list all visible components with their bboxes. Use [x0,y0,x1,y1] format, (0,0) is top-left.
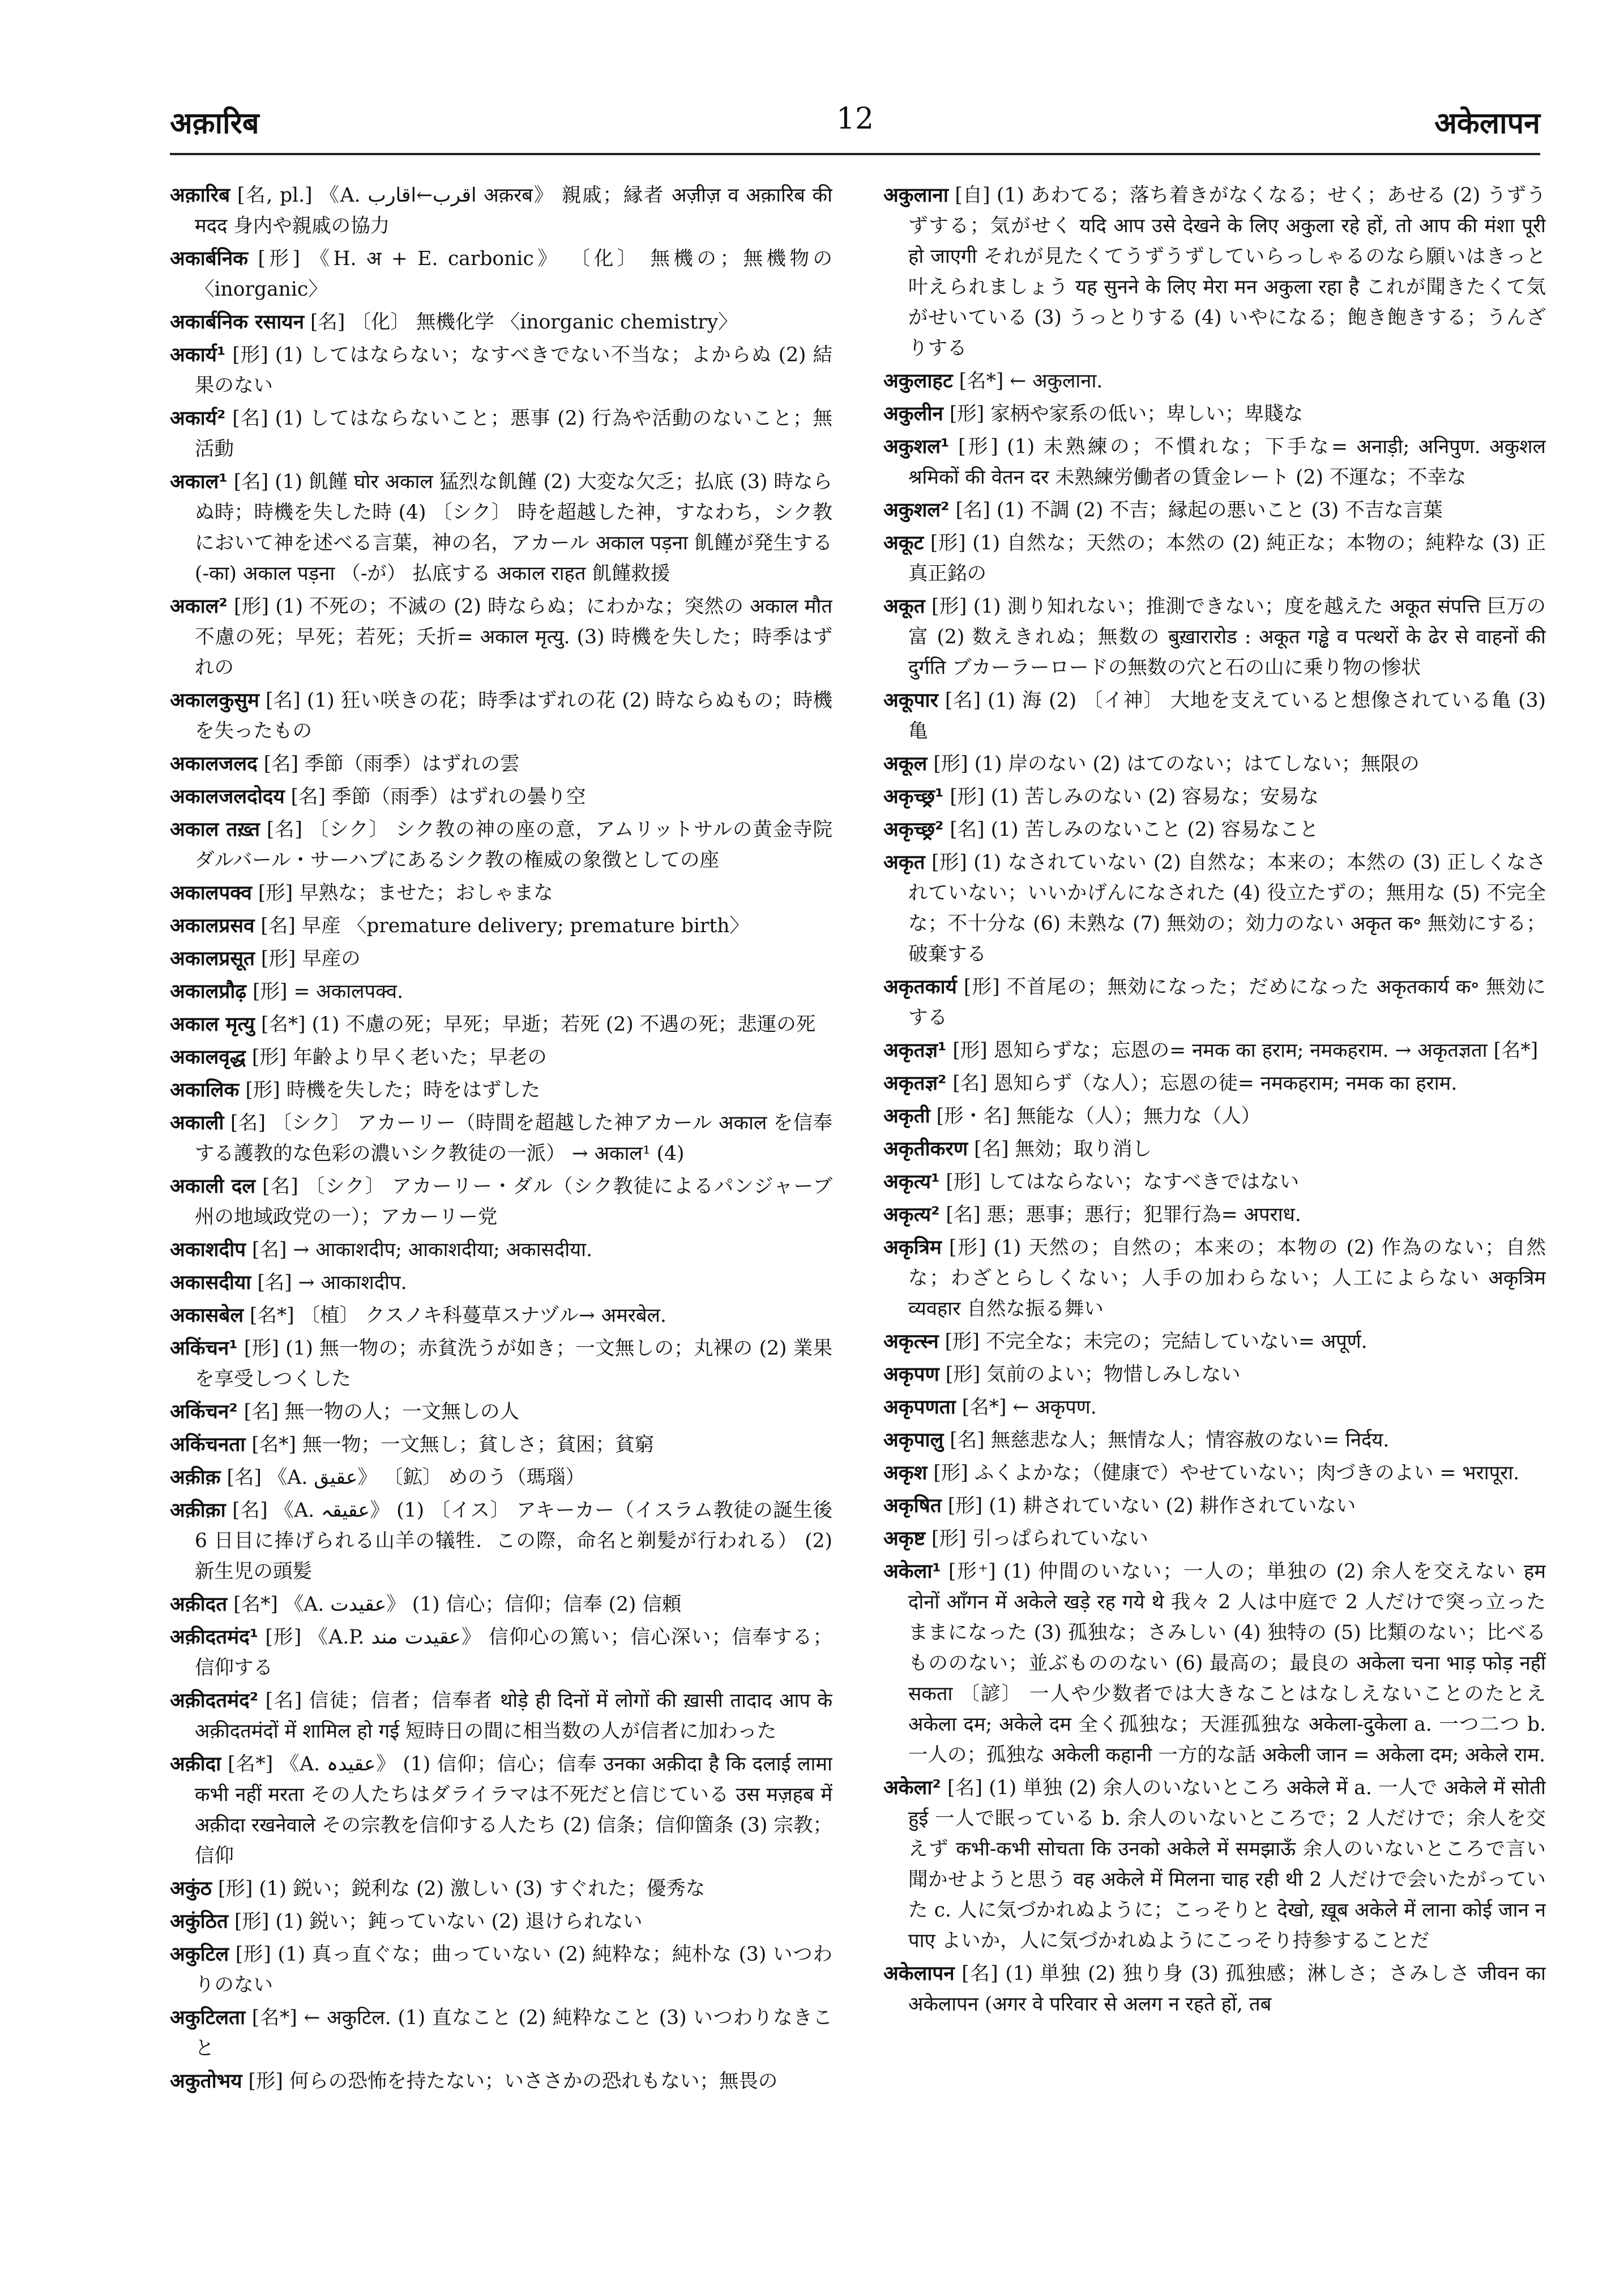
entry-headword: अकुंठ [170,1877,212,1900]
dictionary-entry [883,972,1546,1033]
entry-headword: अकाल¹ [170,471,228,493]
entry-definition: [形] 年齢より早く老いた；早老の [251,1046,547,1069]
entry-headword: अकृत्रिम [883,1236,942,1259]
dictionary-entry [170,814,832,876]
entry-definition: [名*] ← अकुटिल. (1) 直なこと (2) 純粋なこと (3) いつわりなきこと [195,2007,832,2060]
dictionary-entry [883,528,1546,589]
entry-headword: अक़ीदा [170,1753,221,1775]
dictionary-entry [170,591,832,683]
entry-definition: [形] (1) 未熟練の；不慣れな；下手な= अनाड़ी; अनिपुण. अकुशल श्रमिकों की वेतन दर 未熟練労働者の賃金レート (2) 不運な；不幸な [908,436,1546,489]
entry-headword: अकृतकार्य [883,976,957,998]
dictionary-entry [883,432,1546,493]
entry-headword: अक़ीक़ा [170,1499,226,1522]
entry-definition: [名] 〔化〕 無機化学 〈inorganic chemistry〉 [310,311,738,334]
entry-headword: अकृत्स्न [883,1330,939,1353]
entry-headword: अकृतज्ञ² [883,1072,947,1095]
entry-definition: [形] (1) なされていない (2) 自然な；本来の；本然の (3) 正しくなされていない；いいかげんになされた (4) 役立たずの；無用な (5) 不完全な；不十分な (6) 未熟な (7) 無効の；効力のない अकृत क॰ 無効にする；破棄する [908,851,1546,966]
entry-headword: अकार्बनिक रसायन [170,311,304,334]
dictionary-entry [170,976,832,1007]
entry-definition: [形] (1) 測り知れない；推測できない；度を越えた अकूत संपत्ति 巨万の富 (2) 数えきれぬ；無数の बुख़ारारोड : अकूत गड्ढे व पत्थरों के ढेर से वाहनों की दुर्गति ブカーラーロードの無数の穴と石の山に乗り物の惨状 [908,595,1546,679]
entry-definition: [名] 〔シク〕 シク教の神の座の意，アムリットサルの黄金寺院ダルバール・サーハブにあるシク教の権威の象徴としての座 [195,818,832,872]
entry-headword: अकालवृद्ध [170,1046,246,1069]
entry-headword: अकृतीकरण [883,1138,968,1160]
entry-headword: अकेला² [883,1777,941,1799]
entry-headword: अकूत [883,595,925,618]
entry-definition: [形] (1) 無一物の；赤貧洗うが如き；一文無しの；丸裸の (2) 業果を享受しつくした [195,1337,832,1390]
dictionary-entry [883,685,1546,746]
entry-headword: अकृच्छ्र¹ [883,786,944,808]
entry-headword: अकालपक्व [170,882,252,904]
dictionary-entry [170,1397,832,1427]
entry-headword: अकुशल¹ [883,436,950,458]
dictionary-entry [883,1392,1546,1423]
entry-headword: अक़ीदतमंद¹ [170,1626,259,1649]
dictionary-entry [883,1134,1546,1164]
entry-definition: [名] 《A. عقیق》 〔鉱〕 めのう（瑪瑙） [226,1466,585,1489]
dictionary-entry [170,2003,832,2064]
entry-headword: अकेलापन [883,1962,955,1985]
dictionary-entry [170,1235,832,1265]
dictionary-entry [170,878,832,908]
entry-headword: अकृच्छ्र² [883,818,944,841]
entry-headword: अकेला¹ [883,1560,941,1583]
dictionary-entry [170,1589,832,1620]
page-header [170,102,1540,147]
dictionary-entry [883,1523,1546,1554]
dictionary-entry [883,1200,1546,1230]
entry-headword: अकुलीन [883,403,943,425]
dictionary-entry [170,467,832,589]
entry-headword: अकुंठित [170,1910,228,1933]
dictionary-entry [883,1425,1546,1456]
dictionary-entry [883,399,1546,429]
entry-definition: [名] 季節（雨季）はずれの雲 [263,753,520,775]
entry-definition: [形] (1) 不死の；不滅の (2) 時ならぬ；にわかな；突然の अकाल मौत 不慮の死；早死；若死；夭折= अकाल मृत्यु. (3) 時機を失した；時季はずれの [195,595,832,679]
entry-definition: [名] 信徒；信者；信奉者 थोड़े ही दिनों में लोगों की ख़ासी तादाद आप के अक़ीदतमंदों में शामिल हो गई 短時日の間に相当数の人が信者に加わった [195,1689,832,1743]
entry-headword: अकृपण [883,1363,939,1386]
dictionary-entry [170,1108,832,1169]
entry-definition: [名] 季節（雨季）はずれの曇り空 [290,786,586,808]
dictionary-entry [883,1491,1546,1521]
entry-headword: अकाली [170,1112,224,1134]
dictionary-entry [170,782,832,812]
entry-headword: अकाली दल [170,1175,256,1198]
entry-definition: [名] (1) 狂い咲きの花；時季はずれの花 (2) 時ならぬもの；時機を失ったもの [195,689,832,742]
left-column [170,180,832,2247]
entry-headword: अकुतोभय [170,2070,242,2093]
dictionary-entry [883,1359,1546,1390]
dictionary-entry [170,1429,832,1460]
entry-definition: [形] 不完全な；未完の；完結していない= अपूर्ण. [945,1330,1367,1353]
header-last-word: अकेलापन [1434,106,1540,140]
dictionary-entry [883,1035,1546,1066]
dictionary-entry [883,591,1546,683]
entry-definition: [形] (1) してはならない；なすべきでない不当な；よからぬ (2) 結果のない [195,344,832,397]
dictionary-entry [883,180,1546,364]
entry-definition: [名] (1) 単独 (2) 余人のいないところ अकेले में a. 一人で अकेले में सोती हुई 一人で眠っている b. 余人のいないところで；2 人だけで；余人を交えず कभी-कभी सोचता कि उनको अकेले में समझाऊँ 余人のいないところで言い聞かせようと思う वह अकेले में मिलना चाह रही थी 2 人だけで会いたがっていた c. 人に気づかれぬように；こっそりと देखो, ख़ूब अकेले में लाना कोई जान न पाए よいか，人に気づかれぬようにこっそり持参することだ [908,1777,1546,1952]
dictionary-entry [170,2066,832,2097]
dictionary-entry [883,1326,1546,1357]
dictionary-entry [170,180,832,241]
entry-headword: अकूट [883,532,924,554]
entry-definition: [名] (1) 単独 (2) 独り身 (3) 孤独感；淋しさ；さみしさ जीवन का अकेलापन (अगर वे परिवार से अलग न रहते हों, तब [908,1962,1546,2016]
entry-definition: [形] (1) 岸のない (2) はてのない；はてしない；無限の [933,753,1420,775]
entry-headword: अकालप्रौढ़ [170,980,247,1003]
entry-definition: [形] 家柄や家系の低い；卑しい；卑賤な [949,403,1304,425]
right-column [883,180,1546,2247]
entry-headword: अकासबेल [170,1304,244,1327]
entry-headword: अकासदीया [170,1271,251,1294]
dictionary-entry [883,1773,1546,1956]
entry-definition: [形] 不首尾の；無効になった；だめになった अकृतकार्य क॰ 無効にする [908,976,1546,1029]
dictionary-entry [883,366,1546,396]
dictionary-entry [170,1749,832,1871]
entry-headword: अकिंचन² [170,1401,238,1423]
entry-headword: अकृपणता [883,1396,956,1419]
header-rule [170,153,1540,155]
dictionary-entry [170,685,832,746]
dictionary-entry [883,847,1546,970]
entry-headword: अकृती [883,1105,930,1128]
dictionary-entry [883,1458,1546,1488]
entry-headword: अकालप्रसूत [170,947,255,970]
entry-headword: अकालकुसुम [170,689,259,712]
dictionary-entry [883,1167,1546,1197]
dictionary-entry [170,911,832,941]
entry-headword: अकुशल² [883,499,950,522]
entry-headword: अकाशदीप [170,1239,246,1261]
entry-definition: [名*] ← अकुलाना. [959,370,1103,392]
dictionary-entry [883,1232,1546,1324]
dictionary-entry [883,814,1546,845]
dictionary-entry [170,403,832,464]
entry-definition: [形] 早熟な；ませた；おしゃまな [258,882,553,904]
entry-definition: [名] 悪；悪事；悪行；犯罪行為= अपराध. [946,1203,1301,1226]
entry-definition: [名] 《A. عقیقہ》 (1) 〔イス〕 アキーカー（イスラム教徒の誕生後 6 日目に捧げられる山羊の犠牲．この際，命名と剃髪が行われる） (2) 新生児の頭髪 [195,1499,832,1583]
dictionary-entry [170,1009,832,1040]
dictionary-entry [170,340,832,401]
dictionary-entry [883,1101,1546,1132]
entry-headword: अकूल [883,753,928,775]
dictionary-entry [170,1906,832,1937]
entry-definition: [名] 〔シク〕 アカーリー・ダル（シク教徒によるパンジャーブ州の地域政党の一）；アカーリー党 [195,1175,832,1228]
entry-definition: [形] 早産の [260,947,361,970]
dictionary-entry [170,1873,832,1904]
entry-definition: [形] (1) 自然な；天然の；本然の (2) 純正な；本物の；純粋な (3) 正真正銘の [908,532,1546,585]
entry-headword: अकुटिल [170,1943,229,1966]
dictionary-entry [170,244,832,305]
entry-headword: अक़ीदत [170,1593,228,1616]
entry-definition: [形] = अकालपक्व. [253,980,404,1003]
entry-headword: अकाल² [170,595,228,618]
entry-headword: अकार्य² [170,407,226,430]
entry-definition: [形⁺] (1) 仲間のいない；一人の；単独の (2) 余人を交えない हम दोनों आँगन में अकेले खड़े रह गये थे 我々 2 人は中庭で 2 人だけで突っ立ったままになった (3) 孤独な；さみしい (4) 独特の (5) 比類のない；比べるもののない；並ぶもののない (6) 最高の；最良の अकेला चना भाड़ फोड़ नहीं सकता 〔諺〕 一人や少数者では大きなことはなしえないことのたとえ अकेला दम; अकेले दम 全く孤独な；天涯孤独な अकेला-दुकेला a. 一つ二つ b. 一人の；孤独な अकेली कहानी 一方的な話 अकेली जान = अकेला दम; अकेले राम. [908,1560,1546,1766]
entry-definition: [名] (1) してはならないこと；悪事 (2) 行為や活動のないこと；無活動 [195,407,832,460]
dictionary-entry [170,307,832,338]
entry-headword: अकुलाना [883,184,948,207]
entry-definition: [名] 恩知らず（な人）；忘恩の徒= नमकहराम; नमक का हराम. [952,1072,1458,1095]
entry-headword: अकालिक [170,1079,240,1102]
entry-definition: [名] → आकाशदीप. [257,1271,407,1294]
entry-definition: [名] (1) 飢饉 घोर अकाल 猛烈な飢饉 (2) 大変な欠乏；払底 (3) 時ならぬ時；時機を失した時 (4) 〔シク〕 時を超越した神，すなわち，シク教において神を述べる言葉，神の名，アカール अकाल पड़ना 飢饉が発生する (-का) अकाल पड़ना （-が） 払底する अकाल राहत 飢饉救援 [195,471,832,585]
entry-headword: अकूपार [883,689,938,712]
entry-headword: अकृपालु [883,1429,944,1452]
entry-definition: [名] → आकाशदीप; आकाशदीया; अकासदीया. [251,1239,593,1261]
dictionary-entry [883,1068,1546,1099]
entry-definition: [名*] 〔植〕 クスノキ科蔓草スナヅル→ अमरबेल. [250,1304,666,1327]
entry-definition: [名*] 《A. عقیدہ》 (1) 信仰；信心；信奉 उनका अक़ीदा है कि दलाई लामा कभी नहीं मरता その人たちはダライラマは不死だと信じている उस मज़हब में अक़ीदा रखनेवाले その宗教を信仰する人たち (2) 信条；信仰箇条 (3) 宗教；信仰 [195,1753,832,1867]
entry-headword: अकृत्य¹ [883,1171,940,1193]
page-number: 12 [836,102,874,136]
dictionary-entry [170,1685,832,1747]
entry-headword: अकालजलद [170,753,258,775]
entry-headword: अकिंचन¹ [170,1337,238,1360]
entry-headword: अक़ीक़ [170,1466,221,1489]
entry-headword: अकालजलदोदय [170,786,285,808]
entry-definition: [名*] 《A. عقیدت》 (1) 信心；信仰；信奉 (2) 信頼 [233,1593,682,1616]
dictionary-entry [883,782,1546,812]
entry-definition: [形・名] 無能な（人）；無力な（人） [936,1105,1261,1128]
entry-definition: [自] (1) あわてる；落ち着きがなくなる；せく；あせる (2) うずうずする；気がせく यदि आप उसे देखने के लिए अकुला रहे हों, तो आप की मंशा पूरी हो जाएगी それが見たくてうずうずしていらっしゃるのなら願いはきっと叶えられましょう यह सुनने के लिए मेरा मन अकुला रहा है これが聞きたくて気がせいている (3) うっとりする (4) いやになる；飽き飽きする；うんざりする [908,184,1546,360]
dictionary-entry [170,1267,832,1298]
entry-headword: अक़ारिब [170,184,230,207]
entry-definition: [名] 無効；取り消し [974,1138,1152,1160]
entry-headword: अकृश [883,1462,928,1484]
entry-definition: [形] (1) 真っ直ぐな；曲っていない (2) 純粋な；純朴な (3) いつわりのない [195,1943,832,1996]
header-first-word: अक़ारिब [170,106,259,140]
entry-definition: [形] (1) 天然の；自然の；本来の；本物の (2) 作為のない；自然な；わざとらしくない；人手の加わらない；人工によらない अकृत्रिम व्यवहार 自然な振る舞い [908,1236,1546,1320]
entry-headword: अकृष्ट [883,1527,926,1550]
entry-definition: [名] (1) 不調 (2) 不吉；縁起の悪いこと (3) 不吉な言葉 [955,499,1443,522]
dictionary-entry [170,1075,832,1106]
entry-definition: [形] (1) 鋭い；鋭利な (2) 激しい (3) すぐれた；優秀な [217,1877,706,1900]
entry-definition: [形] ふくよかな；（健康で）やせていない；肉づきのよい = भरापूरा. [933,1462,1520,1484]
entry-headword: अकृषित [883,1495,942,1517]
entry-headword: अकृत [883,851,925,874]
entry-definition: [名*] 無一物；一文無し；貧しさ；貧困；貧窮 [251,1433,654,1456]
entry-definition: [名] (1) 苦しみのないこと (2) 容易なこと [950,818,1319,841]
dictionary-entry [883,495,1546,526]
entry-headword: अकाल तख़्त [170,818,260,841]
entry-definition: [形] 《H. अ + E. carbonic》 〔化〕 無機の；無機物の 〈inorganic〉 [195,247,832,301]
dictionary-entry [170,1462,832,1493]
entry-definition: [形] (1) 苦しみのない (2) 容易な；安易な [950,786,1319,808]
dictionary-entry [883,1958,1546,2020]
dictionary-entry [170,944,832,974]
entry-definition: [名, pl.] 《A. اقرب←اقارب अक़रब》 親戚；縁者 अज़ीज़ व अक़ारिब की मदद 身内や親戚の協力 [195,184,832,237]
dictionary-entry [170,1171,832,1232]
entry-headword: अकार्य¹ [170,344,226,366]
entry-headword: अक़ीदतमंद² [170,1689,259,1712]
dictionary-entry [170,1622,832,1683]
entry-definition: [形] 《A.P. عقیدت مند》 信仰心の篤い；信心深い；信奉する；信仰する [195,1626,832,1679]
entry-headword: अकार्बनिक [170,247,249,270]
entry-definition: [形] (1) 耕されていない (2) 耕作されていない [947,1495,1356,1517]
entry-definition: [名] (1) 海 (2) 〔イ神〕 大地を支えていると想像されている亀 (3) 亀 [908,689,1546,742]
dictionary-entry [883,1556,1546,1770]
dictionary-entry [170,1939,832,2000]
entry-headword: अकृत्य² [883,1203,940,1226]
dictionary-entry [170,1042,832,1073]
entry-definition: [名] 無一物の人；一文無しの人 [243,1401,520,1423]
entry-definition: [名*] ← अकृपण. [961,1396,1097,1419]
entry-definition: [名] 〔シク〕 アカーリー（時間を超越した神アカール अकाल を信奉する護教的な色彩の濃いシク教徒の一派） → अकाल¹ (4) [195,1112,832,1165]
entry-definition: [形] 恩知らずな；忘恩の= नमक का हराम; नमकहराम. → अकृतज्ञता [名*] [952,1039,1538,1062]
entry-definition: [名] 早産 〈premature delivery; premature birth〉 [260,915,749,937]
entry-definition: [形] 何らの恐怖を持たない；いささかの恐れもない；無畏の [248,2070,778,2093]
entry-headword: अकिंचनता [170,1433,246,1456]
entry-definition: [形] 時機を失した；時をはずした [245,1079,541,1102]
entry-definition: [名] 無慈悲な人；無情な人；情容赦のない= निर्दय. [950,1429,1390,1452]
entry-definition: [形] してはならない；なすべきではない [946,1171,1300,1193]
dictionary-entry [170,1495,832,1587]
entry-definition: [形] 気前のよい；物惜しみしない [945,1363,1241,1386]
entry-headword: अकुटिलता [170,2007,246,2029]
entry-headword: अकृतज्ञ¹ [883,1039,947,1062]
dictionary-entry [883,749,1546,779]
dictionary-entry [170,749,832,779]
entry-definition: [形] (1) 鋭い；鈍っていない (2) 退けられない [234,1910,643,1933]
entry-headword: अकालप्रसव [170,915,255,937]
entry-headword: अकाल मृत्यु [170,1013,255,1036]
entry-definition: [形] 引っぱられていない [931,1527,1148,1550]
entry-headword: अकुलाहट [883,370,953,392]
dictionary-entry [170,1300,832,1331]
entry-definition: [名*] (1) 不慮の死；早死；早逝；若死 (2) 不遇の死；悲運の死 [260,1013,816,1036]
dictionary-entry [170,1333,832,1394]
